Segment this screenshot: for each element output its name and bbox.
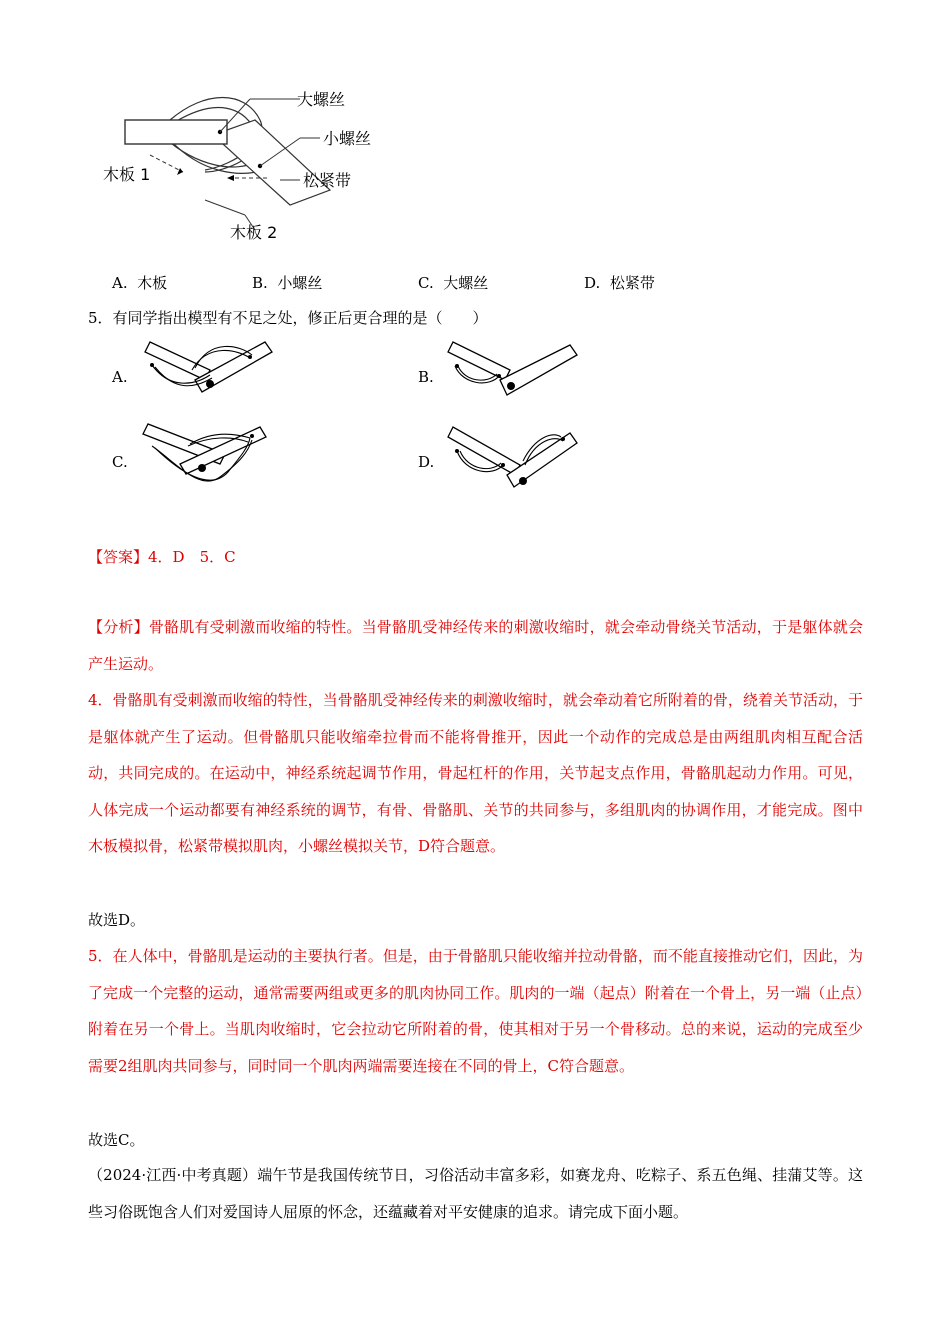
q5-option-b-figure <box>445 340 585 400</box>
analysis-q5: 5．在人体中，骨骼肌是运动的主要执行者。但是，由于骨骼肌只能收缩并拉动骨骼，而不能直接推动它们，因此，为了完成一个完整的运动，通常需要两组或更多的肌肉协同工作。肌肉的一端（起点）附着在一个骨上，另一端（止点）附着在另一个骨上。当肌肉收缩时，它会拉动它所附着的骨，使其相对于另一个骨移动。总的来说，运动的完成至少需要2组肌肉共同参与，同时同一个肌肉两端需要连接在不同的骨上，C符合题意。 <box>88 947 863 1075</box>
label-big-screw: 大螺丝 <box>297 90 346 109</box>
answer-text: 4．D 5．C <box>148 548 236 566</box>
q5-option-b-label: B. <box>418 368 434 386</box>
analysis-q4-conclusion: 故选D。 <box>88 911 146 929</box>
q5-option-a-label: A. <box>112 368 128 386</box>
analysis-q4: 4．骨骼肌有受刺激而收缩的特性，当骨骼肌受神经传来的刺激收缩时，就会牵动着它所附着的骨，绕着关节活动，于是躯体就产生了运动。但骨骼肌只能收缩牵拉骨而不能将骨推开，因此一个动作的完成总是由两组肌肉相互配合活动，共同完成的。在运动中，神经系统起调节作用，骨起杠杆的作用，关节起支点作用，骨骼肌起动力作用。可见，人体完成一个运动都要有神经系统的调节，有骨、骨骼肌、关节的共同参与，多组肌肉的协调作用，才能完成。图中木板模拟骨，松紧带模拟肌肉，小螺丝模拟关节，D符合题意。 <box>88 691 863 855</box>
analysis-q5-conclusion: 故选C。 <box>88 1131 145 1149</box>
q5-option-d-figure <box>445 425 585 495</box>
analysis-intro <box>88 609 863 682</box>
q4-option-a: A. 木板 <box>112 274 168 292</box>
next-question-intro: （2024·江西·中考真题）端午节是我国传统节日，习俗活动丰富多彩，如赛龙舟、吃粽子、系五色绳、挂蒲艾等。这些习俗既饱含人们对爱国诗人屈原的怀念，还蕴藏着对平安健康的追求。请完成下面小题。 <box>88 1166 863 1221</box>
answer-tag: 【答案】 <box>88 548 149 566</box>
label-board1: 木板 1 <box>103 165 151 184</box>
q4-option-d: D. 松紧带 <box>584 274 655 292</box>
q5-option-c-figure <box>140 422 280 487</box>
analysis-tag: 【分析】 <box>88 618 149 636</box>
label-belt: 松紧带 <box>303 171 352 190</box>
model-figure <box>95 80 375 250</box>
answer-line <box>88 547 236 567</box>
q5-stem: 5．有同学指出模型有不足之处，修正后更合理的是（ ） <box>88 309 488 327</box>
q5-option-d-label: D. <box>418 453 435 471</box>
q5-option-c-label: C. <box>112 453 128 471</box>
q4-option-b: B. 小螺丝 <box>252 274 323 292</box>
q5-option-a-figure <box>140 340 280 400</box>
q4-option-c: C. 大螺丝 <box>418 274 489 292</box>
label-board2: 木板 2 <box>230 223 278 242</box>
analysis-text: 骨骼肌有受刺激而收缩的特性。当骨骼肌受神经传来的刺激收缩时，就会牵动骨绕关节活动，于是躯体就会产生运动。 <box>88 618 863 673</box>
label-small-screw: 小螺丝 <box>323 129 372 148</box>
